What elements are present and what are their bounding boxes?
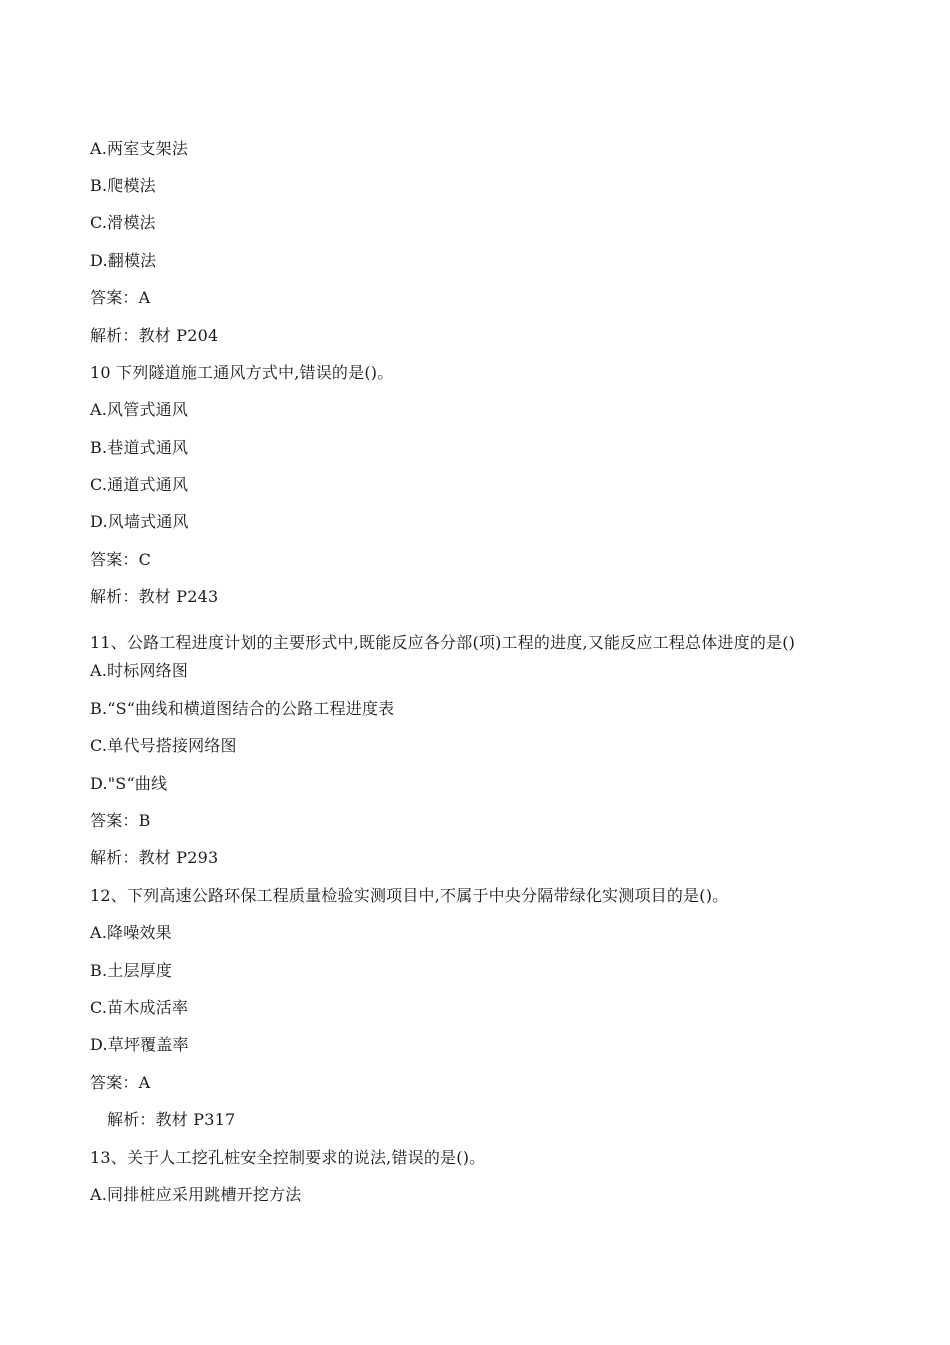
option-d: D.翻模法	[90, 251, 157, 270]
option-c: C.通道式通风	[90, 475, 189, 494]
explanation: 解析：教材 P293	[90, 848, 219, 867]
option-a: A.风管式通风	[90, 400, 189, 419]
answer: 答案：A	[90, 288, 151, 307]
option-b: B.爬模法	[90, 176, 156, 195]
option-a: A.降噪效果	[90, 923, 172, 942]
answer: 答案：A	[90, 1073, 151, 1092]
answer: 答案：C	[90, 550, 152, 569]
option-b: B.巷道式通风	[90, 438, 189, 457]
option-a: A.同排桩应采用跳槽开挖方法	[90, 1185, 302, 1204]
option-b: B.土层厚度	[90, 961, 173, 980]
option-d: D."S“曲线	[90, 774, 168, 793]
option-c: C.苗木成活率	[90, 998, 189, 1017]
question-11: 11、公路工程进度计划的主要形式中,既能反应各分部(项)工程的进度,又能反应工程总体进度的是()	[90, 633, 796, 652]
option-a: A.两室支架法	[90, 139, 189, 158]
option-a: A.时标网络图	[90, 661, 189, 680]
option-d: D.草坪覆盖率	[90, 1035, 189, 1054]
question-12: 12、下列高速公路环保工程质量检验实测项目中,不属于中央分隔带绿化实测项目的是()。	[90, 886, 729, 905]
explanation: 解析：教材 P204	[90, 326, 219, 345]
answer: 答案：B	[90, 811, 151, 830]
option-c: C.滑模法	[90, 213, 156, 232]
option-d: D.风墙式通风	[90, 512, 189, 531]
question-13: 13、关于人工挖孔桩安全控制要求的说法,错误的是()。	[90, 1148, 486, 1167]
explanation: 解析：教材 P317	[107, 1110, 236, 1129]
question-10: 10 下列隧道施工通风方式中,错误的是()。	[90, 363, 394, 382]
option-b: B.“S“曲线和横道图结合的公路工程进度表	[90, 699, 395, 718]
option-c: C.单代号搭接网络图	[90, 736, 237, 755]
explanation: 解析：教材 P243	[90, 587, 219, 606]
